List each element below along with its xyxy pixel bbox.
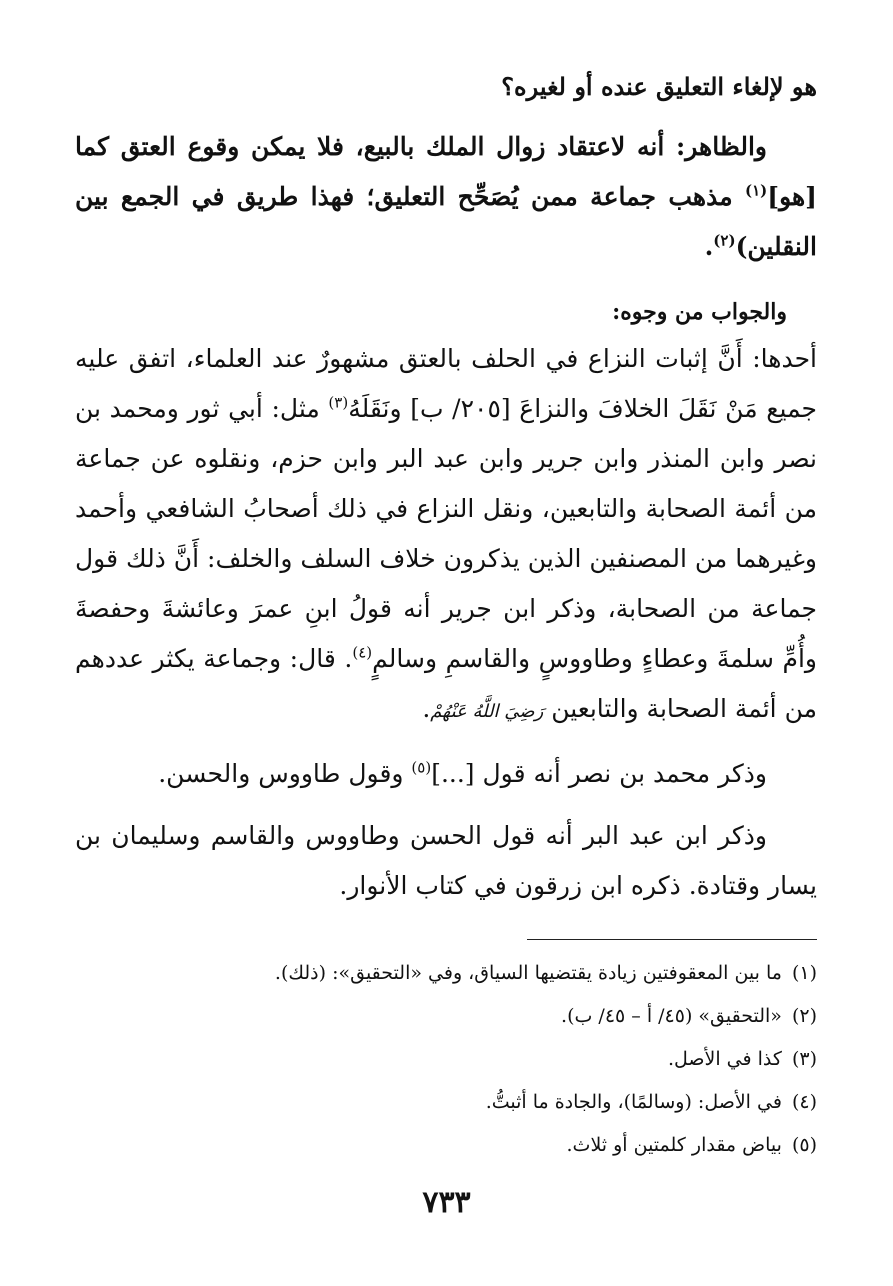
- footnote-number: (١): [791, 962, 817, 984]
- honorific-glyph: رَضِيَ اللَّهُ عَنْهُمْ: [430, 701, 544, 722]
- paragraph-2-text-end: .: [422, 694, 431, 723]
- footnote-item: [75, 995, 817, 1038]
- footnote-item: [75, 1038, 817, 1081]
- paragraph-2-text-c: . قال: وجماعة يكثر عددهم من أئمة الصحابة والتابعين: [75, 644, 817, 723]
- paragraph-1-text-a: والظاهر: أنه لاعتقاد زوال الملك بالبيع، فلا يمكن وقوع العتق كما [هو]: [75, 132, 817, 211]
- paragraph-3-text-a: وذكر محمد بن نصر أنه قول [...]: [431, 759, 767, 788]
- paragraph-2-text-a: أحدها: أَنَّ إثبات النزاع في الحلف بالعتق مشهورٌ عند العلماء، اتفق عليه جميع مَنْ نَقَلَ الخلافَ والنزاعَ [٢٠٥/ ب] ونَقَلَهُ: [75, 344, 817, 423]
- footnote-number: (٤): [791, 1091, 817, 1113]
- footnote-item: [75, 1124, 817, 1167]
- footnote-item: [75, 952, 817, 995]
- footnote-ref-5[interactable]: (٥): [411, 758, 432, 777]
- page-number: ٧٣٣: [422, 1185, 471, 1220]
- paragraph-3-text-end: وقول طاووس والحسن.: [158, 759, 412, 788]
- footnote-text: بياض مقدار كلمتين أو ثلاث.: [566, 1134, 782, 1156]
- paragraph-3: [75, 749, 817, 799]
- intro-line: هو لإلغاء التعليق عنده أو لغيره؟: [501, 72, 817, 101]
- footnote-ref-2[interactable]: (٢): [713, 231, 736, 250]
- footnote-ref-3[interactable]: (٣): [328, 393, 349, 412]
- paragraph-2-text-b: مثل: أبي ثور ومحمد بن نصر وابن المنذر وابن جرير وابن عبد البر وابن حزم، ونقلوه عن جماعة من أئمة الصحابة والتابعين، ونقل النزاع في ذلك أصحابُ الشافعي وأحمد وغيرهما من المصنفين الذين يذكرون خلاف السلف والخلف: أَنَّ ذلك قول جماعة من الصحابة، وذكر ابن جرير أنه قولُ ابنِ عمرَ وعائشةَ وحفصةَ وأُمِّ سلمةَ وعطاءٍ وطاووسٍ والقاسمِ وسالمٍ: [75, 394, 818, 673]
- footnotes: [75, 952, 817, 1167]
- paragraph-1: [75, 122, 817, 272]
- section-heading: والجواب من وجوه:: [612, 299, 787, 325]
- paragraph-4: وذكر ابن عبد البر أنه قول الحسن وطاووس والقاسم وسليمان بن يسار وقتادة. ذكره ابن زرقون في كتاب الأنوار.: [75, 821, 817, 900]
- footnote-number: (٢): [791, 1005, 817, 1027]
- paragraph-1-text-end: .: [704, 232, 714, 261]
- footnote-text: كذا في الأصل.: [667, 1048, 782, 1070]
- footnote-ref-1[interactable]: (١): [744, 181, 768, 200]
- paragraph-1-text-b: مذهب جماعة ممن يُصَحِّح التعليق؛ فهذا طريق في الجمع بين النقلين): [75, 182, 817, 261]
- footnote-divider: [527, 939, 817, 940]
- footnote-number: (٥): [791, 1134, 817, 1156]
- footnote-number: (٣): [791, 1048, 817, 1070]
- footnote-text: «التحقيق» (٤٥/ أ – ٤٥/ ب).: [561, 1005, 782, 1027]
- paragraph-2: [75, 334, 817, 737]
- page-body: [75, 62, 817, 1167]
- footnote-text: في الأصل: (وسالمًا)، والجادة ما أثبتُّ.: [485, 1091, 782, 1113]
- footnote-ref-4[interactable]: (٤): [352, 643, 373, 662]
- footnote-text: ما بين المعقوفتين زيادة يقتضيها السياق، وفي «التحقيق»: (ذلك).: [274, 962, 782, 984]
- footnote-item: [75, 1081, 817, 1124]
